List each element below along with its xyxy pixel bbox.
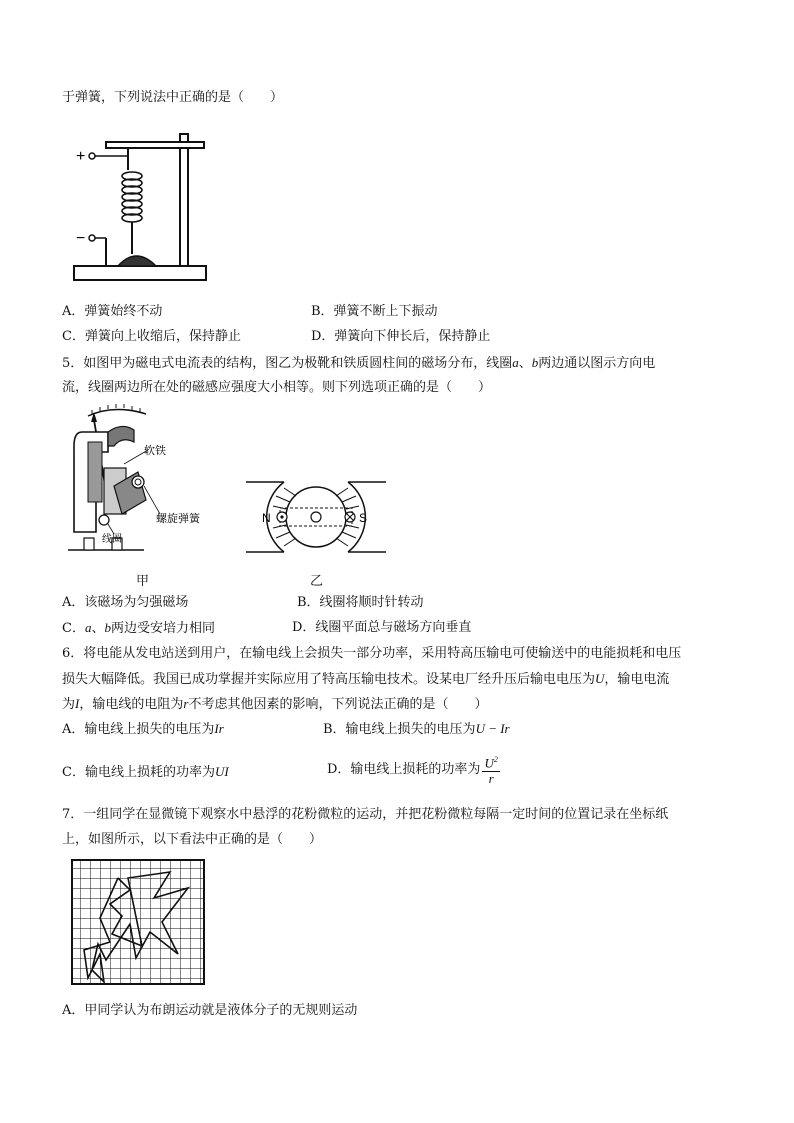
q7-stem-line2: 上，如图所示，以下看法中正确的是（ ） [62, 832, 323, 847]
q6-option-d [327, 750, 500, 790]
q5-stem-line2: 流，线圈两边所在处的磁感应强度大小相等。则下列选项正确的是（ ） [62, 380, 492, 395]
var-a: a [84, 620, 92, 635]
q5-option-c-prefix: C． [62, 621, 85, 636]
galvanometer-figure [64, 402, 224, 560]
fraction-denominator: r [488, 770, 494, 786]
q6-stem-tail: ，输电电流 [604, 672, 670, 687]
minus-label: − [76, 230, 86, 247]
var-b: b [531, 355, 539, 370]
fraction-numerator: U [484, 755, 494, 771]
q6-stem-line1: 6．将电能从发电站送到用户，在输电线上会损失一部分功率，采用特高压输电可使输送中的电能损耗和电压 [62, 646, 682, 661]
magnetic-field-figure [244, 474, 388, 562]
spring-label: 螺旋弹簧 [156, 512, 200, 525]
q6-stem-line3 [62, 694, 487, 715]
separator: 、 [518, 356, 532, 371]
q6-option-a-text: A．输电线上损失的电压为 [62, 722, 215, 737]
south-pole-label: S [359, 511, 368, 525]
q6-stem-line2 [62, 669, 669, 690]
north-pole-label: N [262, 511, 271, 525]
q6-stem-mid: ，输电线的电阻为 [79, 697, 184, 712]
fraction-u2-over-r [482, 753, 499, 785]
q6-option-c-text: C．输电线上损耗的功率为 [62, 765, 215, 780]
q6-option-d-text: D．输电线上损耗的功率为 [327, 762, 481, 777]
q5-stem-line1 [62, 353, 655, 374]
q4-option-a: A．弹簧始终不动 [62, 304, 163, 319]
q5-option-c [62, 618, 215, 639]
q4-option-b: B．弹簧不断上下振动 [311, 304, 438, 319]
q6-option-a [62, 719, 224, 740]
q6-option-b [323, 719, 510, 740]
soft-iron-label: 软铁 [144, 444, 166, 457]
q5-option-d: D．线圈平面总与磁场方向垂直 [292, 620, 472, 635]
brownian-motion-grid-figure [70, 858, 208, 988]
q5-option-c-text: 两边受安培力相同 [110, 621, 215, 636]
q6-stem-pre: 为 [62, 697, 76, 712]
q5-stem-text1: 5．如图甲为磁电式电流表的结构，图乙为极靴和铁质圆柱间的磁场分布，线圈 [62, 356, 513, 371]
var-b: b [104, 620, 111, 635]
q6-option-c [62, 762, 229, 783]
coil-label: 线圈 [102, 534, 122, 545]
q4-spring-figure [70, 120, 220, 285]
separator: 、 [91, 621, 105, 636]
q6-stem-text: 损失大幅降低。我国已成功掌握并实际应用了特高压输电技术。设某电厂经升压后输电电压为 [62, 672, 596, 687]
q4-option-c: C．弹簧向上收缩后，保持静止 [62, 329, 241, 344]
var-r: r [183, 696, 189, 711]
figure-caption-jia: 甲 [136, 574, 150, 589]
q6-stem-tail2: 不考虑其他因素的影响，下列说法正确的是（ ） [188, 697, 488, 712]
figure-caption-yi: 乙 [310, 574, 324, 589]
q5-option-a: A．该磁场为匀强磁场 [62, 595, 189, 610]
var-u: U [595, 671, 605, 686]
q6-option-b-text: B．输电线上损失的电压为 [323, 722, 476, 737]
q5-stem-text2: 两边通以图示方向电 [538, 356, 656, 371]
plus-label: + [76, 148, 86, 165]
q4-stem-tail: 于弹簧，下列说法中正确的是（ ） [62, 90, 284, 105]
q7-stem-line1: 7．一组同学在显微镜下观察水中悬浮的花粉微粒的运动，并把花粉微粒每隔一定时间的位置记录在坐标纸 [62, 807, 669, 822]
var-a: a [512, 355, 519, 370]
fraction-exponent: 2 [493, 755, 498, 765]
q4-option-d: D．弹簧向下伸长后，保持静止 [311, 329, 491, 344]
q6-option-a-expr: Ir [214, 721, 224, 736]
q6-option-b-expr: U − Ir [475, 721, 510, 736]
q5-option-b: B．线圈将顺时针转动 [297, 595, 424, 610]
q6-option-c-expr: UI [214, 764, 229, 779]
var-i: I [75, 696, 80, 711]
q7-option-a: A．甲同学认为布朗运动就是液体分子的无规则运动 [62, 1003, 358, 1018]
